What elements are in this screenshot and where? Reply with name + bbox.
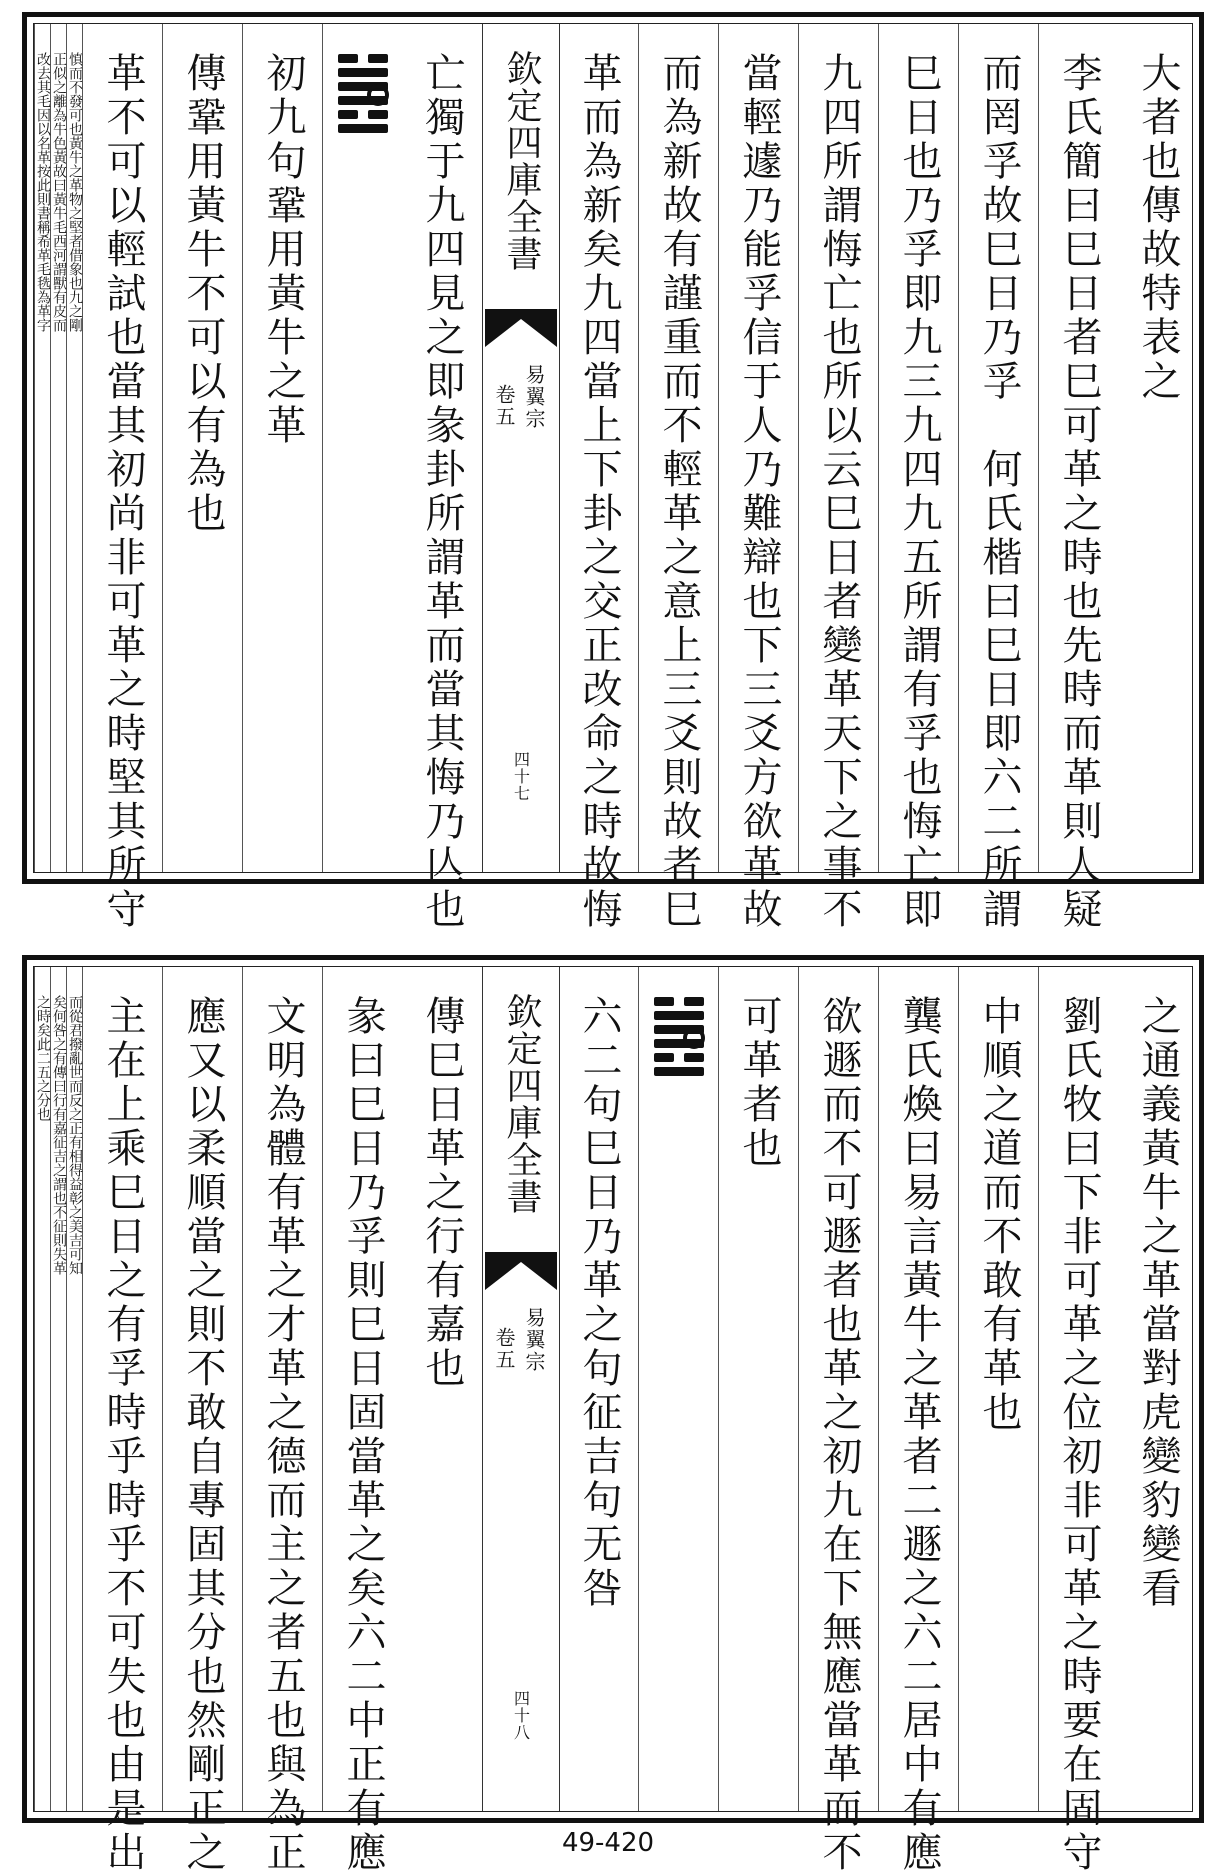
- column-text: 之時矣此二五之分也: [35, 995, 51, 1121]
- text-column: [162, 24, 243, 872]
- text-column: [718, 967, 799, 1811]
- book-title: 易翼宗: [522, 364, 546, 430]
- column-text: 大者也傳故特表之: [1135, 52, 1181, 404]
- text-column: [402, 24, 482, 932]
- text-column: [1038, 24, 1119, 932]
- volume-label: 卷五: [492, 1327, 516, 1371]
- column-text: 慎而不發可也黃牛之革物之堅者借象也九之剛: [67, 52, 83, 332]
- series-title: 欽定四庫全書: [501, 50, 542, 272]
- text-column: [242, 24, 323, 872]
- column-text: 革不可以輕試也當其初尚非可革之時堅其所守: [100, 52, 146, 932]
- book-title: 易翼宗: [522, 1307, 546, 1373]
- column-text: 劉氏牧曰下非可革之位初非可革之時要在固守: [1056, 995, 1102, 1875]
- text-column: [50, 24, 67, 872]
- fish-tail-ornament: [485, 309, 557, 347]
- center-spine: [482, 967, 560, 1811]
- text-column: [322, 967, 403, 1875]
- text-column: [402, 967, 482, 1811]
- text-column: [1118, 967, 1198, 1811]
- column-text: 可革者也: [736, 995, 782, 1171]
- text-column: [66, 967, 83, 1811]
- volume-label: 卷五: [492, 384, 516, 428]
- folio-number: 四十七: [511, 751, 531, 802]
- column-text: 革而為新矣九四當上下卦之交正改命之時故悔: [576, 52, 622, 932]
- text-column: [1118, 24, 1198, 872]
- column-text: 傳巳日革之行有嘉也: [419, 995, 465, 1391]
- column-text: 之通義黃牛之革當對虎變豹變看: [1135, 995, 1181, 1611]
- column-text: 欲遯而不可遯者也革之初九在下無應當革而不: [816, 995, 862, 1875]
- column-text: 龔氏煥曰易言黃牛之革者二遯之六二居中有應: [896, 995, 942, 1875]
- series-title: 欽定四庫全書: [501, 993, 542, 1215]
- column-text: 巳日也乃孚即九三九四九五所謂有孚也悔亡即: [896, 52, 942, 932]
- top-page: [22, 12, 1204, 932]
- text-column: [798, 24, 879, 932]
- column-text: 應又以柔順當之則不敢自專固其分也然剛正之: [180, 995, 226, 1875]
- column-text: 正似之離為牛色黃故曰黃牛毛西河謂獸有皮而: [51, 52, 67, 332]
- column-text: 文明為體有革之才革之德而主之者五也與為正: [260, 995, 306, 1875]
- text-column: [638, 24, 719, 932]
- center-spine: [482, 24, 560, 872]
- column-text: 中順之道而不敢有革也: [976, 995, 1022, 1435]
- column-text: 初九句鞏用黃牛之革: [260, 52, 306, 448]
- folio-number: 四十八: [511, 1690, 531, 1741]
- fish-tail-ornament: [485, 1252, 557, 1290]
- text-column: [798, 967, 879, 1875]
- text-column: [66, 24, 83, 872]
- column-text: 九四所謂悔亡也所以云巳日者變革天下之事不: [816, 52, 862, 932]
- text-column: [558, 24, 639, 932]
- column-text: 彖曰巳日乃孚則巳日固當革之矣六二中正有應: [340, 995, 386, 1875]
- text-column: [50, 967, 67, 1811]
- text-column: [34, 967, 51, 1811]
- column-text: 亡獨于九四見之即彖卦所謂革而當其悔乃亾也: [419, 52, 465, 932]
- text-column: [34, 24, 51, 872]
- text-column: [162, 967, 243, 1875]
- column-text: 矣何咎之有傳曰行有嘉征吉之謂也不征則失革: [51, 995, 67, 1275]
- column-text: 主在上乘巳日之有孚時乎時乎不可失也由是出: [100, 995, 146, 1875]
- text-column: [242, 967, 323, 1875]
- text-column: [878, 967, 959, 1875]
- column-text: 傳鞏用黃牛不可以有為也: [180, 52, 226, 536]
- circle-mark-icon: [683, 1027, 705, 1049]
- column-text: 改去其毛因以名革按此則書稱希革毛毨為革字: [35, 52, 51, 332]
- text-column: [958, 967, 1039, 1811]
- page-number: 49-420: [561, 1828, 655, 1858]
- circle-mark-icon: [367, 84, 389, 106]
- hexagram-column: [322, 24, 403, 872]
- text-column: [82, 967, 163, 1875]
- column-text: 而罔孚故巳日乃孚 何氏楷曰巳日即六二所謂: [976, 52, 1022, 932]
- column-text: 當輕遽乃能孚信于人乃難辯也下三爻方欲革故: [736, 52, 782, 932]
- text-column: [82, 24, 163, 932]
- text-column: [558, 967, 639, 1811]
- column-text: 李氏簡曰巳日者巳可革之時也先時而革則人疑: [1056, 52, 1102, 932]
- column-text: 而為新故有謹重而不輕革之意上三爻則故者巳: [656, 52, 702, 932]
- hexagram-column: [638, 967, 719, 1811]
- text-column: [878, 24, 959, 932]
- text-column: [1038, 967, 1119, 1875]
- top-page-frame: [33, 23, 1193, 932]
- column-text: 六二句巳日乃革之句征吉句无咎: [576, 995, 622, 1611]
- text-column: [718, 24, 799, 932]
- column-text: 而從君撥亂世而反之正有相得益彰之美吉可知: [67, 995, 83, 1275]
- text-column: [958, 24, 1039, 932]
